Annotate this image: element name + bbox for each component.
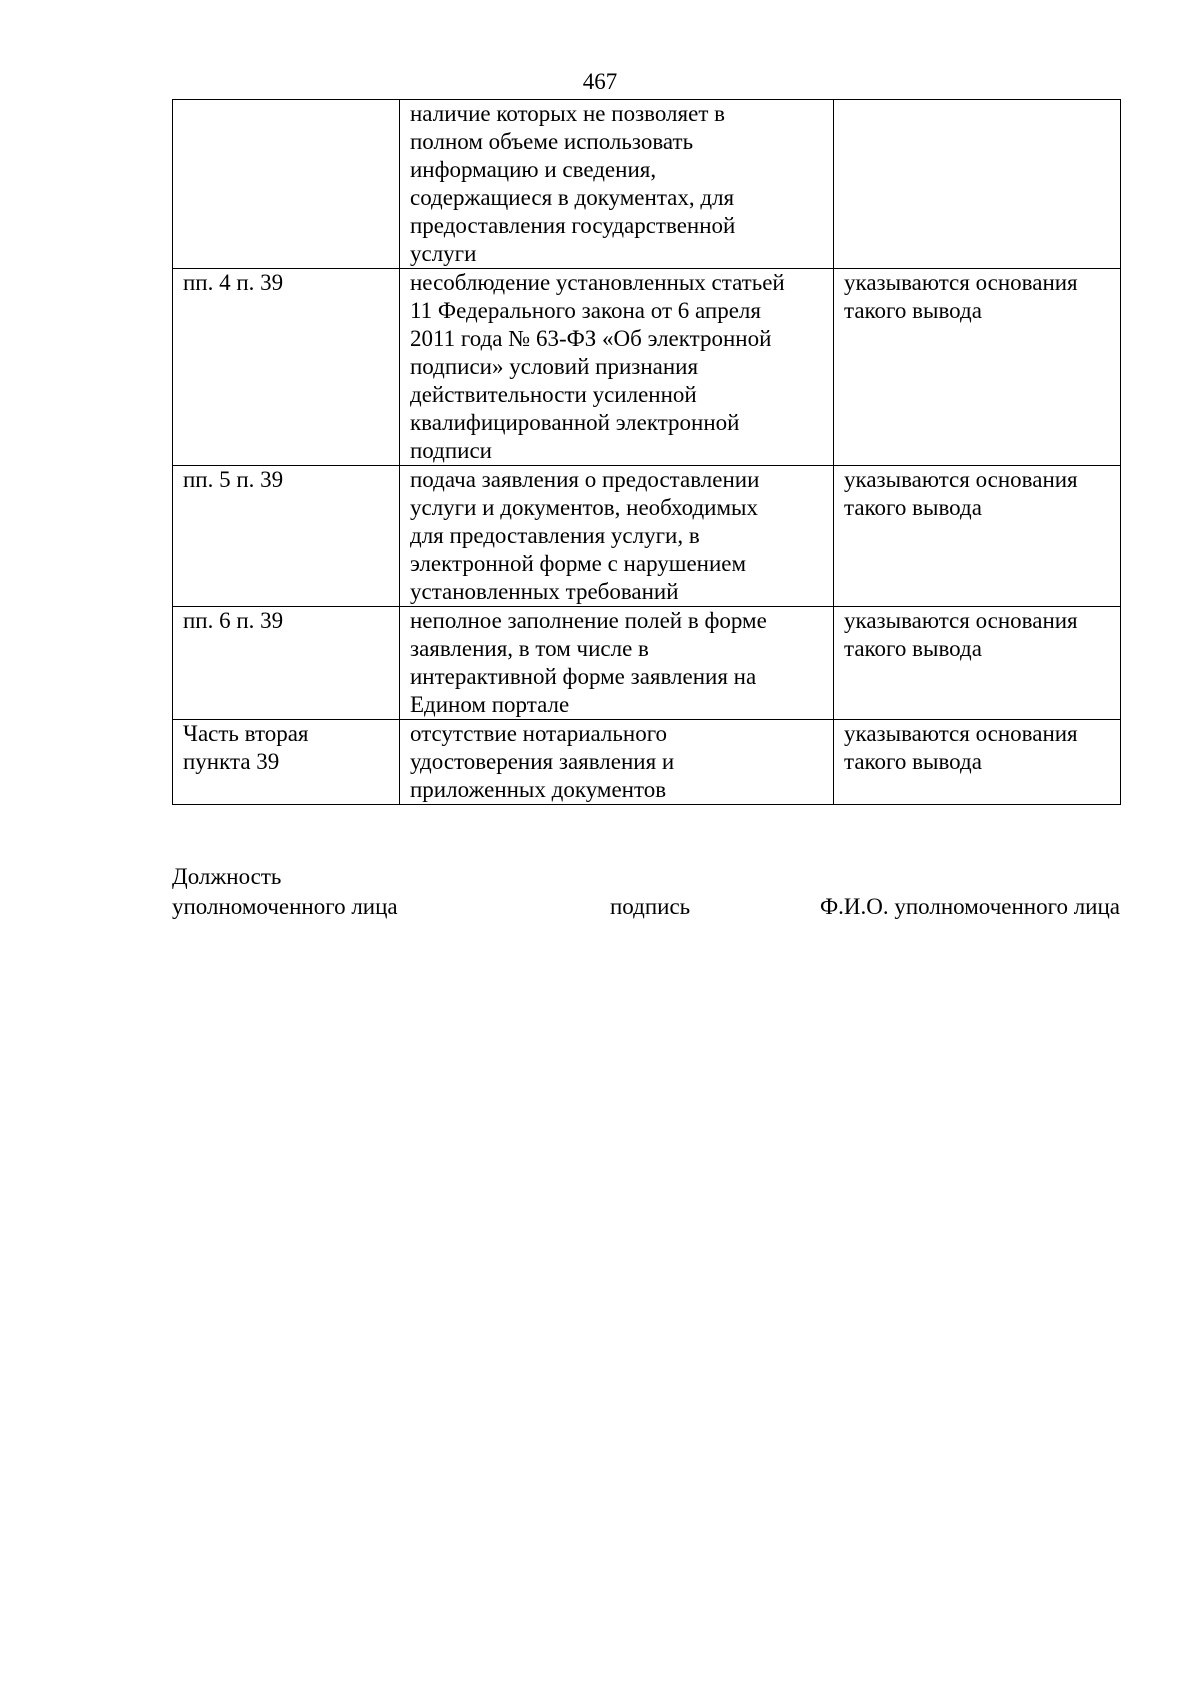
table-cell-ref: пп. 6 п. 39	[173, 607, 400, 720]
table-cell-explanation: указываются основания такого вывода	[834, 466, 1121, 607]
table-cell-reason: наличие которых не позволяет в полном объеме использовать информацию и сведения, содержащиеся в документах, для предоставления государственной услуги	[400, 100, 834, 269]
table-row	[173, 720, 1121, 805]
position-label-line1: Должность	[172, 864, 282, 889]
table-row	[173, 100, 1121, 269]
table-cell-explanation	[834, 100, 1121, 269]
table-cell-ref	[173, 100, 400, 269]
table-cell-reason: подача заявления о предоставлении услуги и документов, необходимых для предоставления услуги, в электронной форме с нарушением установленных требований	[400, 466, 834, 607]
page-number: 467	[582, 69, 618, 94]
table-cell-ref: Часть вторая пункта 39	[173, 720, 400, 805]
table-cell-explanation: указываются основания такого вывода	[834, 269, 1121, 466]
table-row	[173, 466, 1121, 607]
grounds-table	[172, 99, 1121, 805]
signature-block	[172, 863, 1120, 921]
table-row	[173, 269, 1121, 466]
table-cell-reason: неполное заполнение полей в форме заявления, в том числе в интерактивной форме заявления на Едином портале	[400, 607, 834, 720]
table-cell-ref: пп. 4 п. 39	[173, 269, 400, 466]
table-cell-explanation: указываются основания такого вывода	[834, 720, 1121, 805]
position-label-line2: уполномоченного лица	[172, 894, 398, 919]
table-row	[173, 607, 1121, 720]
table-cell-reason: несоблюдение установленных статьей 11 Федерального закона от 6 апреля 2011 года № 63-ФЗ «Об электронной подписи» условий признания действительности усиленной квалифицированной электронной подписи	[400, 269, 834, 466]
table-cell-explanation: указываются основания такого вывода	[834, 607, 1121, 720]
table-cell-reason: отсутствие нотариального удостоверения заявления и приложенных документов	[400, 720, 834, 805]
table-cell-ref: пп. 5 п. 39	[173, 466, 400, 607]
name-label: Ф.И.О. уполномоченного лица	[819, 894, 1120, 919]
signature-label: подпись	[610, 894, 691, 919]
